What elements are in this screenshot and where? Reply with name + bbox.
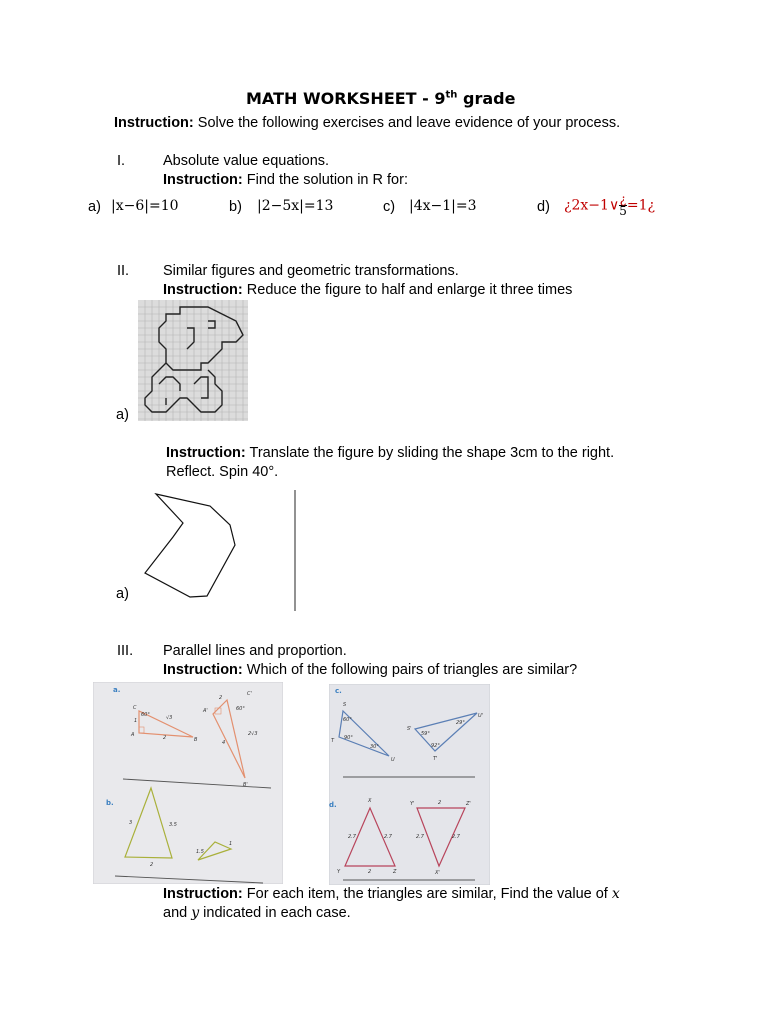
instruction-text-pre: and: [163, 905, 192, 921]
section2-instruction2-line2: Reflect. Spin 40°.: [166, 464, 279, 480]
instruction-label: Instruction:: [163, 886, 243, 902]
eq-d-left: ¿2x−1∨: [564, 197, 620, 214]
triangles-photo-ab: [93, 682, 283, 884]
eq-b-label: b): [229, 199, 242, 215]
irregular-polygon: [145, 494, 235, 597]
vertex-a: A: [131, 732, 135, 738]
item-label-a: a): [116, 407, 129, 423]
side-4: 4: [222, 740, 226, 746]
vertex-y-prime: Y': [410, 801, 415, 807]
side-2-7-left-prime: 2.7: [416, 834, 424, 840]
angle-30-c: 30°: [370, 744, 379, 750]
side-2-b: 2: [150, 862, 154, 868]
instruction-label: Instruction:: [163, 282, 243, 298]
angle-60-c: 60°: [343, 717, 352, 723]
section2-instruction2: [166, 445, 614, 461]
side-2-7-left: 2.7: [348, 834, 356, 840]
section3-heading: Parallel lines and proportion.: [163, 643, 347, 659]
section1-numeral: I.: [117, 153, 126, 169]
instruction-label: Instruction:: [163, 172, 243, 188]
eq-a-label: a): [88, 199, 101, 215]
side-2-prime: 2: [219, 695, 223, 701]
section3-instruction2: [163, 886, 620, 902]
vertex-x: X: [368, 798, 372, 804]
vertex-u-prime: U': [478, 713, 484, 719]
eq-a: |x−6|=10: [111, 198, 179, 214]
instruction-label: Instruction:: [114, 115, 194, 131]
side-2-d-prime: 2: [438, 800, 442, 806]
polygon-figure: [140, 485, 300, 615]
section1-instruction: [163, 172, 408, 188]
label-a: a.: [113, 686, 121, 694]
variable-x: x: [611, 886, 620, 902]
instruction-text: Reduce the figure to half and enlarge it three times: [242, 282, 573, 298]
instruction-text: Solve the following exercises and leave evidence of your process.: [193, 115, 621, 131]
eq-d-right: =1¿: [626, 197, 655, 214]
label-d: d.: [329, 801, 337, 809]
vertex-z: Z: [393, 869, 397, 875]
item-label-a2: a): [116, 586, 129, 602]
vertex-c: C: [133, 705, 137, 711]
instruction-text: Translate the figure by sliding the shape 3cm to the right.: [245, 445, 615, 461]
eq-d-denominator: 5: [619, 204, 627, 218]
title-tail: grade: [457, 89, 516, 108]
vertex-s-prime: S': [407, 726, 412, 732]
vertex-b-prime: B': [243, 782, 248, 788]
grid-figure-photo: [138, 300, 248, 421]
vertex-u: U: [391, 757, 395, 763]
side-root3: √3: [166, 715, 173, 721]
section3-instruction2-line2: [163, 905, 351, 921]
side-2-7-right-prime: 2.7: [452, 834, 460, 840]
vertex-y: Y: [337, 869, 341, 875]
instruction-label: Instruction:: [166, 445, 246, 461]
angle-29: 29°: [456, 720, 465, 726]
angle-92: 92°: [431, 743, 440, 749]
label-c: c.: [335, 687, 342, 695]
eq-d-numerator: ¿: [619, 192, 627, 206]
side-1: 1: [134, 718, 138, 724]
angle-90-c: 90°: [344, 735, 353, 741]
angle-60-prime: 60°: [236, 706, 245, 712]
title-superscript: th: [445, 89, 458, 101]
title-main: MATH WORKSHEET - 9: [246, 89, 446, 108]
instruction-text-post: indicated in each case.: [199, 905, 351, 921]
vertex-x-prime: X': [435, 870, 440, 876]
side-2-7-right: 2.7: [384, 834, 392, 840]
side-1-b: 1: [229, 841, 233, 847]
section3-numeral: III.: [117, 643, 134, 659]
side-3: 3: [129, 820, 133, 826]
vertex-s: S: [343, 702, 347, 708]
eq-b: |2−5x|=13: [257, 198, 334, 214]
eq-d-label: d): [537, 199, 550, 215]
side-3-5: 3.5: [169, 822, 177, 828]
page-title: [246, 89, 515, 108]
section3-instruction1: [163, 662, 577, 678]
general-instruction: [114, 115, 620, 131]
instruction-text: Which of the following pairs of triangles are similar?: [242, 662, 578, 678]
instruction-text: Find the solution in R for:: [242, 172, 408, 188]
instruction-label: Instruction:: [163, 662, 243, 678]
angle-60: 60°: [141, 712, 150, 718]
section1-heading: Absolute value equations.: [163, 153, 330, 169]
vertex-z-prime: Z': [466, 801, 471, 807]
vertex-a-prime: A': [203, 708, 208, 714]
side-2root3: 2√3: [248, 731, 258, 737]
vertex-t-prime: T': [433, 756, 438, 762]
triangles-photo-cd: [329, 684, 490, 885]
side-1-5: 1.5: [196, 849, 204, 855]
section2-heading: Similar figures and geometric transformations.: [163, 263, 459, 279]
side-2: 2: [163, 735, 167, 741]
section2-instruction1: [163, 282, 572, 298]
angle-59: 59°: [421, 731, 430, 737]
section2-numeral: II.: [117, 263, 130, 279]
instruction-text: For each item, the triangles are similar, Find the value of: [242, 886, 612, 902]
side-2-d: 2: [368, 869, 372, 875]
eq-c-label: c): [383, 199, 396, 215]
eq-d: [564, 194, 655, 217]
eq-d-fraction: [619, 194, 627, 217]
vertex-c-prime: C': [247, 691, 252, 697]
label-b: b.: [106, 799, 114, 807]
variable-y: y: [191, 905, 200, 921]
vertex-b: B: [194, 737, 198, 743]
eq-c: |4x−1|=3: [409, 198, 477, 214]
vertex-t: T: [331, 738, 335, 744]
